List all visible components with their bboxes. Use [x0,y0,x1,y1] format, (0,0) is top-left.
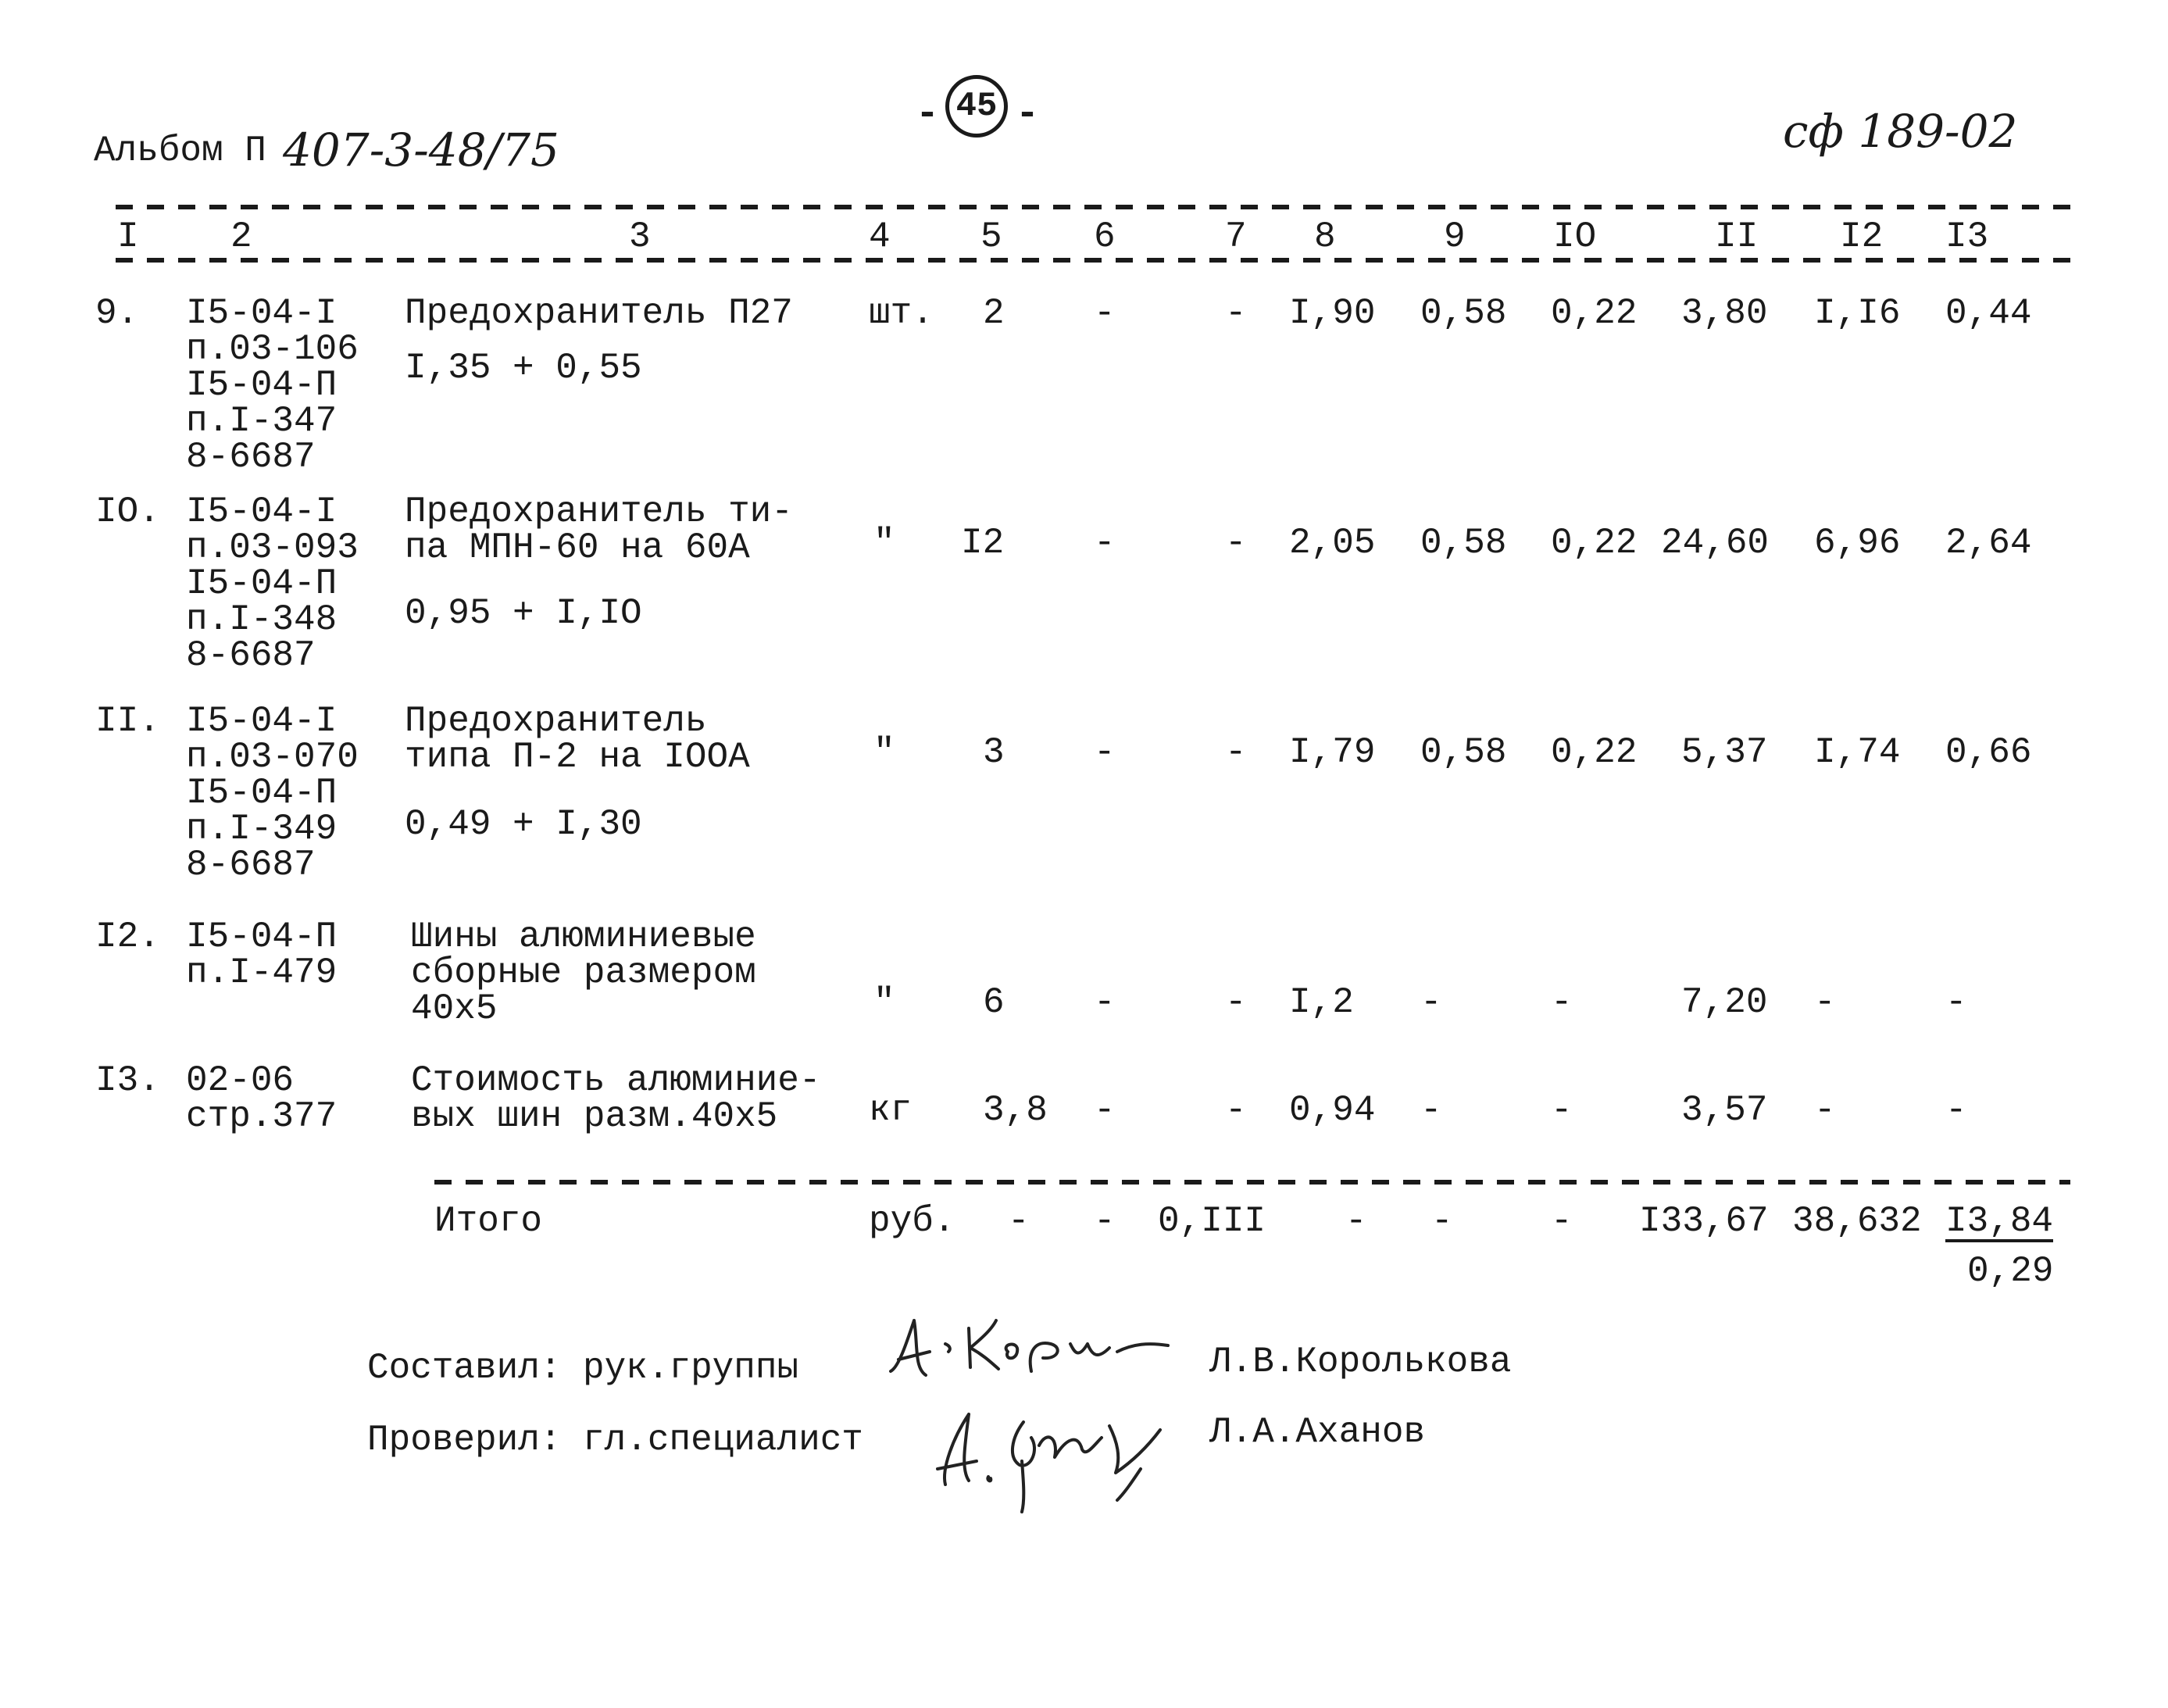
row-formula: I,35 + 0,55 [405,348,642,388]
signature-role: Проверил: гл.специалист [367,1420,863,1460]
cell-c9: 0,58 [1420,293,1507,334]
row-name: Шины алюминиевые сборные размером 40х5 [411,917,756,1029]
cell-c9: - [1420,1090,1442,1131]
cell-c11: 5,37 [1681,732,1768,773]
cell-c10: - [1551,982,1573,1023]
cell-qty: 6 [983,982,1005,1023]
cell-c10: 0,22 [1551,293,1638,334]
col-header: 2 [230,216,252,257]
cell-c8: 2,05 [1289,523,1376,563]
total-c13: I3,84 [1945,1201,2054,1242]
col-header: IO [1553,216,1597,257]
cell-c11: 24,60 [1661,523,1770,563]
total-c12: 38,632 [1792,1201,1922,1242]
cell-c13: 0,66 [1945,732,2032,773]
cell-c12: I,74 [1814,732,1901,773]
cell-c12: 6,96 [1814,523,1901,563]
total-c13-below: 0,29 [1967,1251,2054,1292]
row-number: IO. [95,491,160,532]
page-number-circle: 45 [945,75,1008,138]
row-code: I5-04-П п.I-479 [186,917,338,993]
col-header: II [1715,216,1759,257]
row-code: I5-04-I п.03-106 I5-04-П п.I-347 8-6687 [186,293,359,477]
col-header: 3 [629,216,651,257]
cell-qty: 3,8 [983,1090,1048,1131]
cell-c10: 0,22 [1551,732,1638,773]
row-name: Стоимость алюминие- вых шин разм.40х5 [411,1060,821,1137]
cell-c7: - [1225,732,1247,773]
total-c7: 0,III [1158,1201,1266,1242]
cell-c9: 0,58 [1420,732,1507,773]
row-number: 9. [95,293,139,334]
row-name: Предохранитель типа П-2 на IOOA [405,701,750,777]
album-code: 407-3-48/75 [283,123,559,177]
col-header: I3 [1945,216,1989,257]
cell-qty: 3 [983,732,1005,773]
cell-qty: I2 [961,523,1005,563]
cell-c7: - [1225,1090,1247,1131]
cell-unit: " [873,523,895,563]
col-header: I2 [1840,216,1884,257]
col-header: 9 [1444,216,1466,257]
total-c8: - [1345,1201,1367,1242]
cell-c8: I,2 [1289,982,1354,1023]
cell-unit: кг [869,1090,913,1131]
total-qty: - [1008,1201,1030,1242]
cell-c10: - [1551,1090,1573,1131]
cell-c7: - [1225,293,1247,334]
signature-name: Л.В.Королькова [1209,1342,1512,1382]
cell-c9: 0,58 [1420,523,1507,563]
total-rule [434,1180,2070,1185]
cell-c6: - [1094,1090,1116,1131]
row-formula: 0,95 + I,IO [405,593,642,634]
cell-c8: I,79 [1289,732,1376,773]
cell-c6: - [1094,523,1116,563]
total-c10: - [1551,1201,1573,1242]
cell-c13: - [1945,982,1967,1023]
total-label: Итого [434,1201,543,1242]
col-header: 7 [1225,216,1247,257]
cell-qty: 2 [983,293,1005,334]
row-name: Предохранитель ти- па МПН-60 на 60А [405,491,793,568]
handwritten-signature [883,1297,1180,1383]
total-unit: руб. [869,1201,955,1242]
col-header: 4 [869,216,891,257]
cell-c12: - [1814,1090,1836,1131]
cell-c10: 0,22 [1551,523,1638,563]
row-code: I5-04-I п.03-093 I5-04-П п.I-348 8-6687 [186,491,359,676]
col-header: 8 [1314,216,1336,257]
cell-c8: 0,94 [1289,1090,1376,1131]
cell-c6: - [1094,293,1116,334]
cell-c13: 0,44 [1945,293,2032,334]
row-name: Предохранитель П27 [405,293,793,334]
handwritten-signature [922,1383,1188,1516]
cell-c7: - [1225,523,1247,563]
cell-c13: - [1945,1090,1967,1131]
cell-c6: - [1094,982,1116,1023]
row-code: I5-04-I п.03-070 I5-04-П п.I-349 8-6687 [186,701,359,885]
col-header: 6 [1094,216,1116,257]
cell-c6: - [1094,732,1116,773]
row-number: I3. [95,1060,160,1101]
total-c11: I33,67 [1639,1201,1769,1242]
cell-c7: - [1225,982,1247,1023]
cell-c13: 2,64 [1945,523,2032,563]
total-c9: - [1431,1201,1453,1242]
cell-c9: - [1420,982,1442,1023]
cell-unit: шт. [869,293,934,334]
album-prefix: Альбом П [94,130,266,171]
row-formula: 0,49 + I,30 [405,804,642,845]
cell-c12: I,I6 [1814,293,1901,334]
header-bottom-rule [116,258,2070,263]
col-header: I [117,216,139,257]
col-header: 5 [980,216,1002,257]
doc-code: сф 189-02 [1783,105,2018,158]
cell-c11: 7,20 [1681,982,1768,1023]
cell-unit: " [873,982,895,1023]
cell-c12: - [1814,982,1836,1023]
cell-unit: " [873,732,895,773]
row-number: II. [95,701,160,741]
cell-c8: I,90 [1289,293,1376,334]
signature-name: Л.А.Аханов [1209,1412,1426,1453]
cell-c11: 3,80 [1681,293,1768,334]
row-code: 02-06 стр.377 [186,1060,338,1137]
row-number: I2. [95,917,160,957]
total-c6: - [1094,1201,1116,1242]
header-top-rule [116,205,2070,209]
signature-role: Составил: рук.группы [367,1348,799,1388]
cell-c11: 3,57 [1681,1090,1768,1131]
